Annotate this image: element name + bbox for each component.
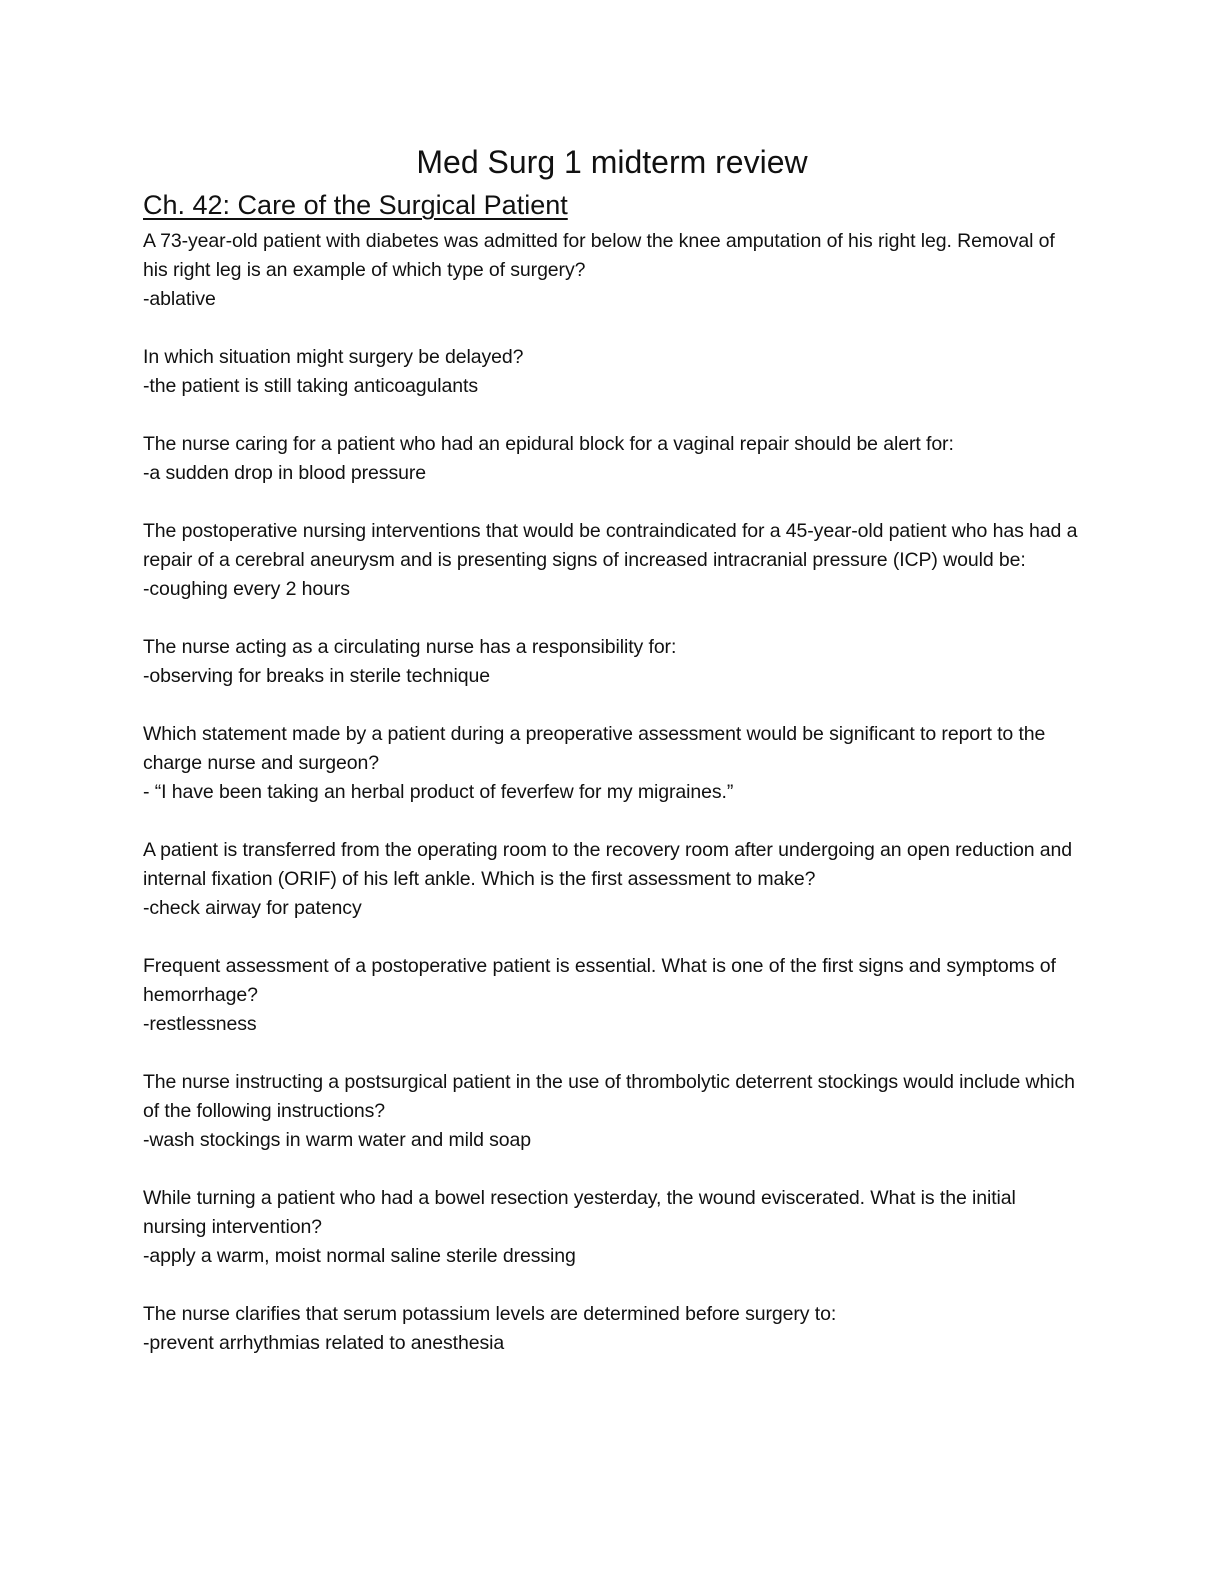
answer-text: - “I have been taking an herbal product of feverfew for my migraines.” [143, 781, 734, 803]
answer-text: -a sudden drop in blood pressure [143, 462, 426, 484]
qa-item [143, 1068, 1083, 1155]
question-text: The nurse clarifies that serum potassium levels are determined before surgery to: [143, 1303, 837, 1325]
qa-item [143, 1184, 1083, 1271]
qa-item [143, 836, 1083, 923]
qa-item [143, 720, 1083, 807]
question-text: In which situation might surgery be delayed? [143, 346, 524, 368]
answer-text: -apply a warm, moist normal saline sterile dressing [143, 1245, 576, 1267]
qa-item [143, 343, 1083, 401]
qa-item [143, 1300, 1083, 1358]
answer-text: -coughing every 2 hours [143, 578, 350, 600]
qa-list [143, 227, 1083, 1387]
answer-text: -wash stockings in warm water and mild soap [143, 1129, 532, 1151]
chapter-heading: Ch. 42: Care of the Surgical Patient [143, 190, 568, 220]
answer-text: -ablative [143, 288, 216, 310]
qa-item [143, 952, 1083, 1039]
question-text: A 73-year-old patient with diabetes was admitted for below the knee amputation of his right leg. Removal of his right leg is an example of which type of surgery? [143, 230, 1055, 281]
qa-item [143, 517, 1083, 604]
document-title: Med Surg 1 midterm review [416, 144, 808, 180]
question-text: The nurse caring for a patient who had an epidural block for a vaginal repair should be alert for: [143, 433, 954, 455]
answer-text: -check airway for patency [143, 897, 362, 919]
question-text: A patient is transferred from the operating room to the recovery room after undergoing an open reduction and internal fixation (ORIF) of his left ankle. Which is the first assessment to make? [143, 839, 1073, 890]
answer-text: -restlessness [143, 1013, 257, 1035]
question-text: While turning a patient who had a bowel resection yesterday, the wound eviscerated. What is the initial nursing intervention? [143, 1187, 1016, 1238]
question-text: Frequent assessment of a postoperative patient is essential. What is one of the first signs and symptoms of hemorrhage? [143, 955, 1056, 1006]
answer-text: -the patient is still taking anticoagulants [143, 375, 478, 397]
question-text: The postoperative nursing interventions that would be contraindicated for a 45-year-old patient who has had a repair of a cerebral aneurysm and is presenting signs of increased intracranial pressure (ICP) would be: [143, 520, 1078, 571]
qa-item [143, 430, 1083, 488]
answer-text: -prevent arrhythmias related to anesthesia [143, 1332, 505, 1354]
answer-text: -observing for breaks in sterile technique [143, 665, 490, 687]
question-text: The nurse instructing a postsurgical patient in the use of thrombolytic deterrent stockings would include which of the following instructions? [143, 1071, 1075, 1122]
qa-item [143, 227, 1083, 314]
question-text: The nurse acting as a circulating nurse has a responsibility for: [143, 636, 677, 658]
qa-item [143, 633, 1083, 691]
question-text: Which statement made by a patient during a preoperative assessment would be significant to report to the charge nurse and surgeon? [143, 723, 1046, 774]
